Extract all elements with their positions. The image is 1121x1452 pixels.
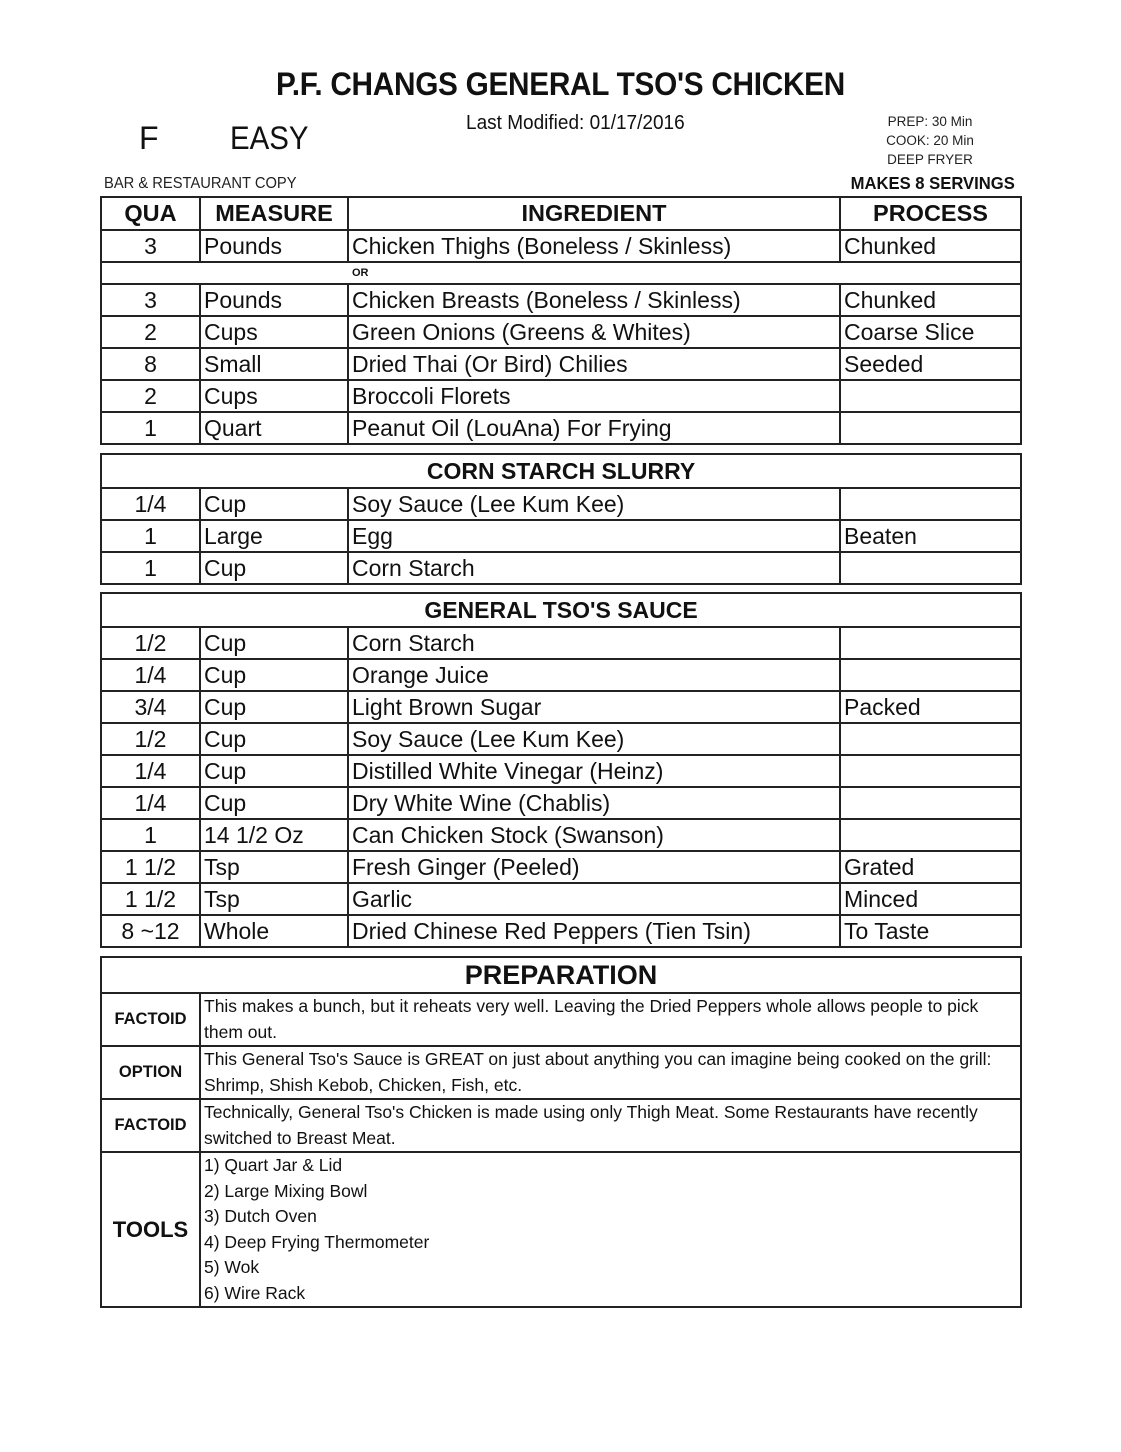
prep-time: PREP: 30 Min [887, 114, 973, 129]
qua-cell: 3 [101, 284, 200, 316]
measure-cell: Large [200, 520, 348, 552]
measure-cell: Cups [200, 380, 348, 412]
column-header-measure: MEASURE [200, 197, 348, 230]
column-header-qua: QUA [101, 197, 200, 230]
ingredient-cell: Soy Sauce (Lee Kum Kee) [348, 488, 840, 520]
preparation-table [100, 956, 1022, 1308]
measure-cell: Pounds [200, 230, 348, 262]
measure-cell: Cup [200, 659, 348, 691]
ingredient-cell: Chicken Thighs (Boneless / Skinless) [348, 230, 840, 262]
note-text: Technically, General Tso's Chicken is made using only Thigh Meat. Some Restaurants have recently switched to Breast Meat. [200, 1099, 1021, 1152]
qua-cell: 1/4 [101, 755, 200, 787]
note-text: This makes a bunch, but it reheats very well. Leaving the Dried Peppers whole allows people to pick them out. [200, 993, 1021, 1046]
measure-cell: 14 1/2 Oz [200, 819, 348, 851]
qua-cell: 2 [101, 316, 200, 348]
ingredient-cell: Fresh Ginger (Peeled) [348, 851, 840, 883]
measure-cell: Quart [200, 412, 348, 444]
qua-cell: 1 [101, 552, 200, 584]
process-cell [840, 380, 1021, 412]
qua-cell: 1/2 [101, 627, 200, 659]
ingredient-cell: Can Chicken Stock (Swanson) [348, 819, 840, 851]
sauce-table [100, 592, 1022, 948]
ingredient-cell: Dried Chinese Red Peppers (Tien Tsin) [348, 915, 840, 947]
or-separator: OR [352, 267, 369, 279]
table-row [101, 284, 1021, 316]
process-cell [840, 488, 1021, 520]
table-row [101, 691, 1021, 723]
section-title-preparation: PREPARATION [101, 957, 1021, 993]
ingredient-cell: Chicken Breasts (Boneless / Skinless) [348, 284, 840, 316]
table-row [101, 723, 1021, 755]
qua-cell: 1/2 [101, 723, 200, 755]
process-cell [840, 755, 1021, 787]
table-row [101, 552, 1021, 584]
ingredient-cell: Peanut Oil (LouAna) For Frying [348, 412, 840, 444]
note-label: FACTOID [101, 993, 200, 1046]
table-row [101, 380, 1021, 412]
qua-cell: 1/4 [101, 659, 200, 691]
process-cell [840, 723, 1021, 755]
ingredient-cell: Light Brown Sugar [348, 691, 840, 723]
tool-item: 4) Deep Frying Thermometer [204, 1231, 430, 1252]
table-row [101, 412, 1021, 444]
process-cell [840, 552, 1021, 584]
section-title-slurry: CORN STARCH SLURRY [101, 454, 1021, 488]
measure-cell: Small [200, 348, 348, 380]
ingredient-cell: Broccoli Florets [348, 380, 840, 412]
qua-cell: 8 [101, 348, 200, 380]
ingredient-cell: Green Onions (Greens & Whites) [348, 316, 840, 348]
table-row [101, 488, 1021, 520]
ingredient-cell: Dried Thai (Or Bird) Chilies [348, 348, 840, 380]
table-row [101, 787, 1021, 819]
ingredient-cell: Egg [348, 520, 840, 552]
column-header-ingredient: INGREDIENT [348, 197, 840, 230]
qua-cell: 8 ~12 [101, 915, 200, 947]
prep-note-row [101, 1046, 1021, 1099]
cook-time: COOK: 20 Min [886, 133, 974, 148]
process-cell: Packed [840, 691, 1021, 723]
table-row [101, 915, 1021, 947]
difficulty-label: EASY [230, 120, 309, 156]
measure-cell: Cup [200, 627, 348, 659]
measure-cell: Cup [200, 552, 348, 584]
measure-cell: Cup [200, 755, 348, 787]
tool-item: 3) Dutch Oven [204, 1206, 317, 1226]
table-row [101, 627, 1021, 659]
tool-item: 6) Wire Rack [204, 1282, 306, 1303]
process-cell: Chunked [840, 230, 1021, 262]
qua-cell: 1/4 [101, 787, 200, 819]
process-cell: Grated [840, 851, 1021, 883]
tool-item: 5) Wok [204, 1257, 260, 1277]
measure-cell: Tsp [200, 851, 348, 883]
qua-cell: 1 1/2 [101, 851, 200, 883]
ingredient-cell: Corn Starch [348, 627, 840, 659]
qua-cell: 1 1/2 [101, 883, 200, 915]
table-row [101, 851, 1021, 883]
process-cell: Minced [840, 883, 1021, 915]
grade-label: F [139, 120, 159, 156]
ingredient-cell: Soy Sauce (Lee Kum Kee) [348, 723, 840, 755]
measure-cell: Whole [200, 915, 348, 947]
measure-cell: Cup [200, 691, 348, 723]
table-row [101, 520, 1021, 552]
table-row [101, 755, 1021, 787]
qua-cell: 1/4 [101, 488, 200, 520]
qua-cell: 3/4 [101, 691, 200, 723]
note-label: FACTOID [101, 1099, 200, 1152]
ingredient-cell: Dry White Wine (Chablis) [348, 787, 840, 819]
ingredient-cell: Distilled White Vinegar (Heinz) [348, 755, 840, 787]
cook-method: DEEP FRYER [887, 152, 973, 167]
process-cell [840, 627, 1021, 659]
last-modified: Last Modified: 01/17/2016 [466, 112, 685, 134]
column-header-process: PROCESS [840, 197, 1021, 230]
note-text: This General Tso's Sauce is GREAT on just about anything you can imagine being cooked on the grill: Shrimp, Shish Kebob, Chicken, Fish, etc. [200, 1046, 1021, 1099]
process-cell: Coarse Slice [840, 316, 1021, 348]
process-cell [840, 412, 1021, 444]
measure-cell: Pounds [200, 284, 348, 316]
tools-row [101, 1152, 1021, 1307]
measure-cell: Cup [200, 787, 348, 819]
table-row [101, 348, 1021, 380]
process-cell: Chunked [840, 284, 1021, 316]
table-row [101, 659, 1021, 691]
measure-cell: Cups [200, 316, 348, 348]
process-cell [840, 787, 1021, 819]
measure-cell: Tsp [200, 883, 348, 915]
table-row [101, 883, 1021, 915]
measure-cell: Cup [200, 723, 348, 755]
main-ingredients-table [100, 196, 1022, 445]
table-row [101, 819, 1021, 851]
process-cell: Seeded [840, 348, 1021, 380]
tools-label: TOOLS [101, 1152, 200, 1307]
qua-cell: 3 [101, 230, 200, 262]
recipe-title: P.F. CHANGS GENERAL TSO'S CHICKEN [276, 66, 845, 102]
process-cell [840, 659, 1021, 691]
measure-cell: Cup [200, 488, 348, 520]
or-separator-row [101, 262, 1021, 284]
prep-note-row [101, 993, 1021, 1046]
prep-note-row [101, 1099, 1021, 1152]
tool-item: 1) Quart Jar & Lid [204, 1155, 343, 1175]
table-row [101, 316, 1021, 348]
time-info [860, 112, 1000, 169]
qua-cell: 1 [101, 819, 200, 851]
tool-item: 2) Large Mixing Bowl [204, 1180, 368, 1201]
ingredient-cell: Orange Juice [348, 659, 840, 691]
note-label: OPTION [101, 1046, 200, 1099]
process-cell: To Taste [840, 915, 1021, 947]
tools-list [200, 1152, 1021, 1307]
qua-cell: 1 [101, 412, 200, 444]
process-cell [840, 819, 1021, 851]
ingredient-cell: Corn Starch [348, 552, 840, 584]
servings-label: MAKES 8 SERVINGS [850, 173, 1015, 193]
copy-label: BAR & RESTAURANT COPY [104, 175, 297, 192]
qua-cell: 1 [101, 520, 200, 552]
slurry-table [100, 453, 1022, 585]
process-cell: Beaten [840, 520, 1021, 552]
table-header-row [101, 197, 1021, 230]
qua-cell: 2 [101, 380, 200, 412]
section-title-sauce: GENERAL TSO'S SAUCE [101, 593, 1021, 627]
ingredient-cell: Garlic [348, 883, 840, 915]
table-row [101, 230, 1021, 262]
